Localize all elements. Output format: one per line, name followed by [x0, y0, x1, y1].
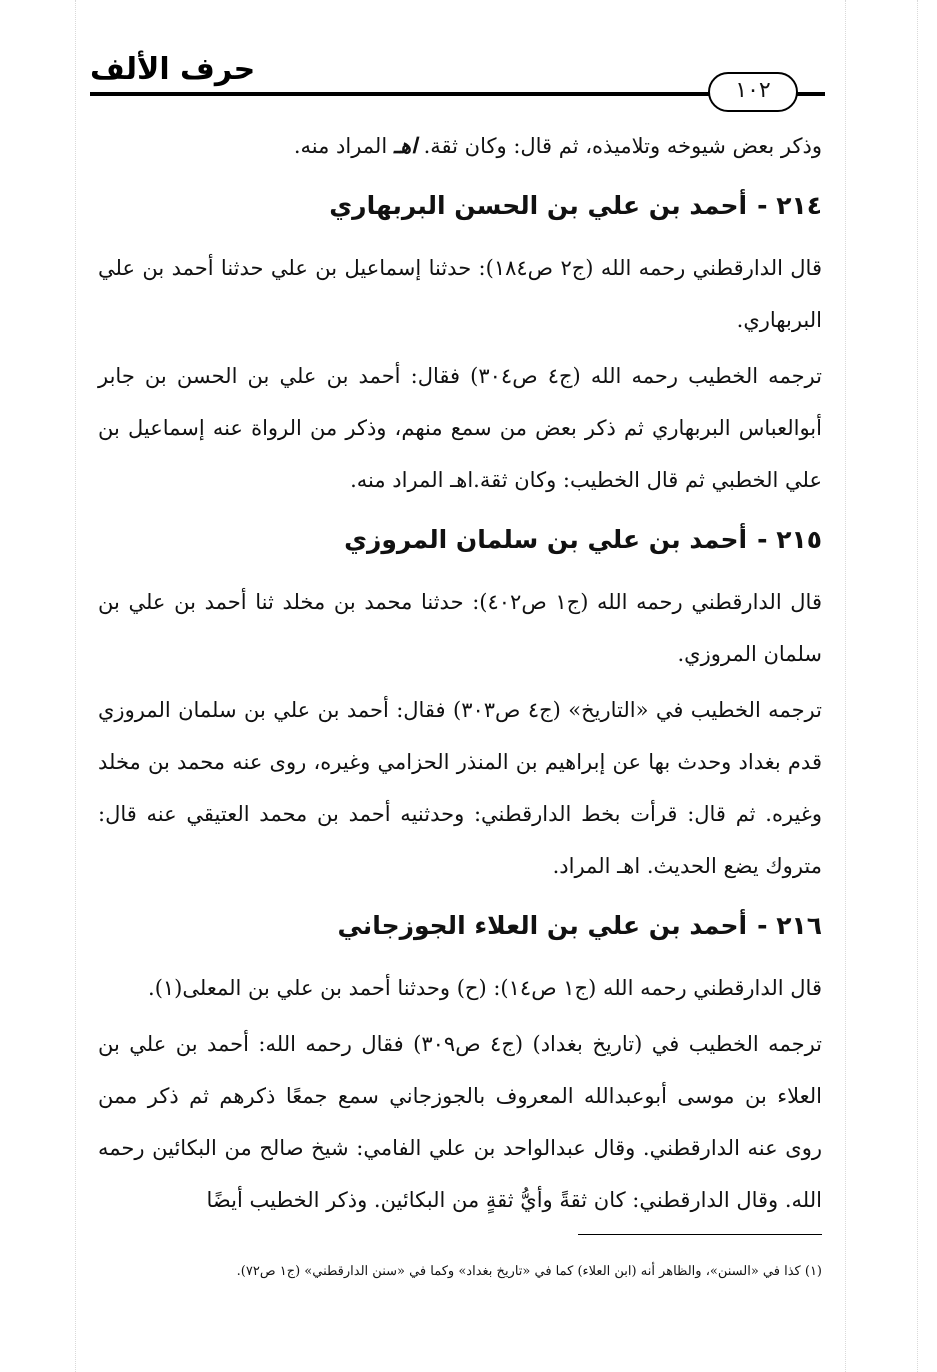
scan-guide-line: [917, 0, 918, 1372]
entry-number: ٢١٥ -: [757, 525, 822, 554]
entry-215: [98, 512, 822, 892]
intro-tail: المراد منه.: [293, 134, 388, 158]
entry-number: ٢١٦ -: [757, 911, 822, 940]
entry-paragraph: قال الدارقطني رحمه الله (ج١ ص٤٠٢): حدثنا محمد بن مخلد ثنا أحمد بن علي بن سلمان المروزي.: [98, 590, 822, 666]
scan-guide-line: [845, 0, 846, 1372]
entry-216: [98, 898, 822, 1226]
entry-name: أحمد بن علي بن سلمان المروزي: [344, 525, 748, 554]
chapter-title: حرف الألف: [90, 52, 256, 87]
entry-paragraph: قال الدارقطني رحمه الله (ج١ ص١٤): (ح) وحدثنا أحمد بن علي بن المعلى(١).: [148, 976, 822, 1000]
entry-paragraph: ترجمه الخطيب في «التاريخ» (ج٤ ص٣٠٣) فقال: أحمد بن علي بن سلمان المروزي قدم بغداد وحدث بها عن إبراهيم بن المنذر الحزامي وغيره، روى عنه محمد بن مخلد وغيره. ثم قال: قرأت بخط الدارقطني: وحدثنيه أحمد بن محمد العتيقي عنه قال: متروك يضع الحديث. اهـ المراد.: [98, 698, 822, 878]
scan-guide-line: [75, 0, 76, 1372]
page-header: [90, 50, 825, 103]
entry-paragraph: ترجمه الخطيب في (تاريخ بغداد) (ج٤ ص٣٠٩) فقال رحمه الله: أحمد بن علي بن العلاء بن موسى أبوعبدالله المعروف بالجوزجاني سمع جمعًا ذكرهم ثم ذكر ممن روى عنه الدارقطني. وقال عبدالواحد بن علي الفامي: شيخ صالح من البكائين رحمه الله. وقال الدارقطني: كان ثقةً وأيُّ ثقةٍ من البكائين. وذكر الخطيب أيضًا: [98, 1032, 822, 1212]
entry-name: أحمد بن علي بن العلاء الجوزجاني: [337, 911, 748, 940]
entry-paragraph: ترجمه الخطيب رحمه الله (ج٤ ص٣٠٤) فقال: أحمد بن علي بن الحسن بن جابر أبوالعباس البربهاري ثم ذكر بعض من سمع منهم، وذكر من الرواة عنه إسماعيل بن علي الخطبي ثم قال الخطيب: وكان ثقة.اهـ المراد منه.: [98, 364, 822, 492]
intro-abbr: اهـ: [393, 133, 417, 158]
entry-paragraph: قال الدارقطني رحمه الله (ج٢ ص١٨٤): حدثنا إسماعيل بن علي حدثنا أحمد بن علي البربهاري.: [98, 256, 822, 332]
entry-heading: [98, 512, 822, 568]
entry-heading: [98, 178, 822, 234]
intro-paragraph: [98, 120, 822, 172]
page-number: ١٠٢: [708, 72, 798, 112]
entry-214: [98, 178, 822, 506]
entry-name: أحمد بن علي بن الحسن البربهاري: [329, 191, 748, 220]
entry-number: ٢١٤ -: [757, 191, 822, 220]
page-body: [98, 120, 822, 1230]
entry-heading: [98, 898, 822, 954]
footnote: (١) كذا في «السنن»، والظاهر أنه (ابن العلاء) كما في «تاريخ بغداد» وكما في «سنن الدارقطني» (ج١ ص٧٢).: [236, 1264, 822, 1279]
footnote-separator: [578, 1234, 822, 1235]
intro-text: وذكر بعض شيوخه وتلاميذه، ثم قال: وكان ثقة.: [423, 134, 822, 158]
